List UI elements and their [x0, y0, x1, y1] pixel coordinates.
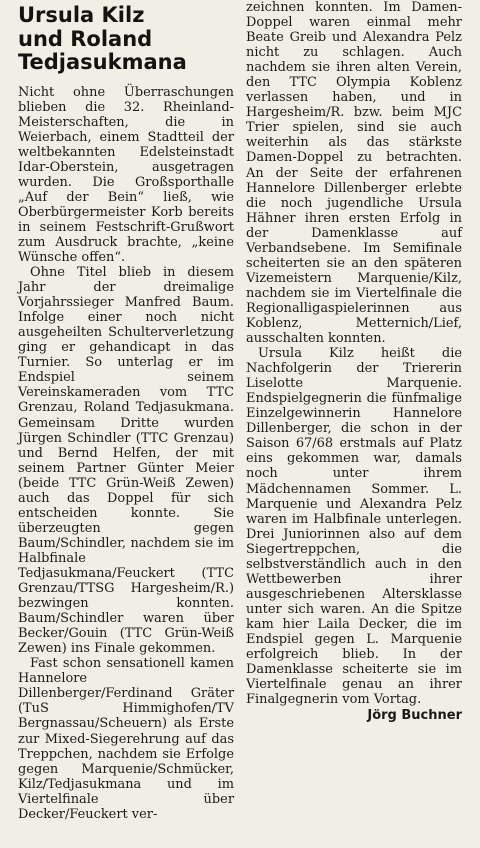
headline-line-1: Ursula Kilz — [18, 3, 145, 27]
article-headline — [18, 4, 234, 75]
paragraph-herren: Ohne Titel blieb in diesem Jahr der dreimalige Vorjahrssieger Manfred Baum. Infolge einer noch nicht ausgeheilten Schulterverletzung ging er gehandicapt in das Turnier. So unterlag er im Endspiel seinem Vereinskameraden vom TTC Grenzau, Roland Tedjasukmana. Gemeinsam Dritte wurden Jürgen Schindler (TTC Grenzau) und Bernd Helfen, der mit seinem Partner Günter Meier (beide TTC Grün-Weiß Zewen) auch das Doppel für sich entscheiden konnte. Sie überzeugten gegen Baum/Schindler, nachdem sie im Halbfinale Tedjasukmana/Feuckert (TTC Grenzau/TTSG Hargesheim/R.) bezwingen konnten. Baum/Schindler waren über Becker/Gouin (TTC Grün-Weiß Zewen) ins Finale gekommen. — [18, 265, 234, 657]
left-column — [18, 0, 234, 822]
headline-line-2: und Roland — [18, 26, 153, 51]
paragraph-intro: Nicht ohne Überraschungen blieben die 32. Rheinland-Meisterschaften, die in Weierbach, einem Stadtteil der weltbekannten Edelsteinstadt Idar-Oberstein, ausgetragen wurden. Die Großsporthalle „Auf der Bein“ ließ, wie Oberbürgermeister Korb bereits in seinem Festschrift-Grußwort zum Ausdruck brachte, „keine Wünsche offen“. — [18, 84, 234, 266]
paragraph-damen-einzel: Ursula Kilz heißt die Nachfolgerin der Triererin Liselotte Marquenie. Endspielgegnerin die fünfmalige Einzelgewinnerin Hannelore Dillenberger, die schon in der Saison 67/68 erstmals auf Platz eins gekommen war, damals noch unter ihrem Mädchennamen Sommer. L. Marquenie und Alexandra Pelz waren im Halbfinale unterlegen. Drei Juniorinnen also auf dem Siegertreppchen, die selbstverständlich auch in den Wettbewerben ihrer ausgeschriebenen Altersklasse unter sich waren. An die Spitze kam hier Laila Decker, die im Endspiel gegen L. Marquenie erfolgreich blieb. In der Damenklasse scheiterte sie im Viertelfinale genau an ihrer Finalgegnerin vom Vortag. — [246, 346, 462, 708]
paragraph-damen-doppel: zeichnen konnten. Im Damen-Doppel waren einmal mehr Beate Greib und Alexandra Pelz nicht zu schlagen. Auch nachdem sie ihren alten Verein, den TTC Olympia Koblenz verlassen haben, und in Hargesheim/R. bzw. beim MJC Trier spielen, sind sie auch weiterhin als das stärkste Damen-Doppel zu betrachten. An der Seite der erfahrenen Hannelore Dillenberger erlebte die noch jugendliche Ursula Hähner ihren ersten Erfolg in der Damenklasse auf Verbandsebene. Im Semifinale scheiterten sie an den späteren Vizemeistern Marquenie/Kilz, nachdem sie im Viertelfinale die Regionalligaspielerinnen aus Koblenz, Metternich/Lief, ausschalten konnten. — [246, 0, 462, 347]
headline-line-3: Tedjasukmana — [18, 50, 187, 74]
author-byline: Jörg Buchner — [367, 708, 462, 724]
column-gutter — [240, 0, 241, 848]
right-column — [246, 0, 462, 724]
paragraph-mixed: Fast schon sensationell kamen Hannelore Dillenberger/Ferdinand Gräter (TuS Himmighofen/TV Bergnassau/Scheuern) als Erste zur Mixed-Siegerehrung auf das Treppchen, nachdem sie Erfolge gegen Marquenie/Schmücker, Kilz/Tedjasukmana und im Viertelfinale über Decker/Feuckert ver- — [18, 656, 234, 822]
